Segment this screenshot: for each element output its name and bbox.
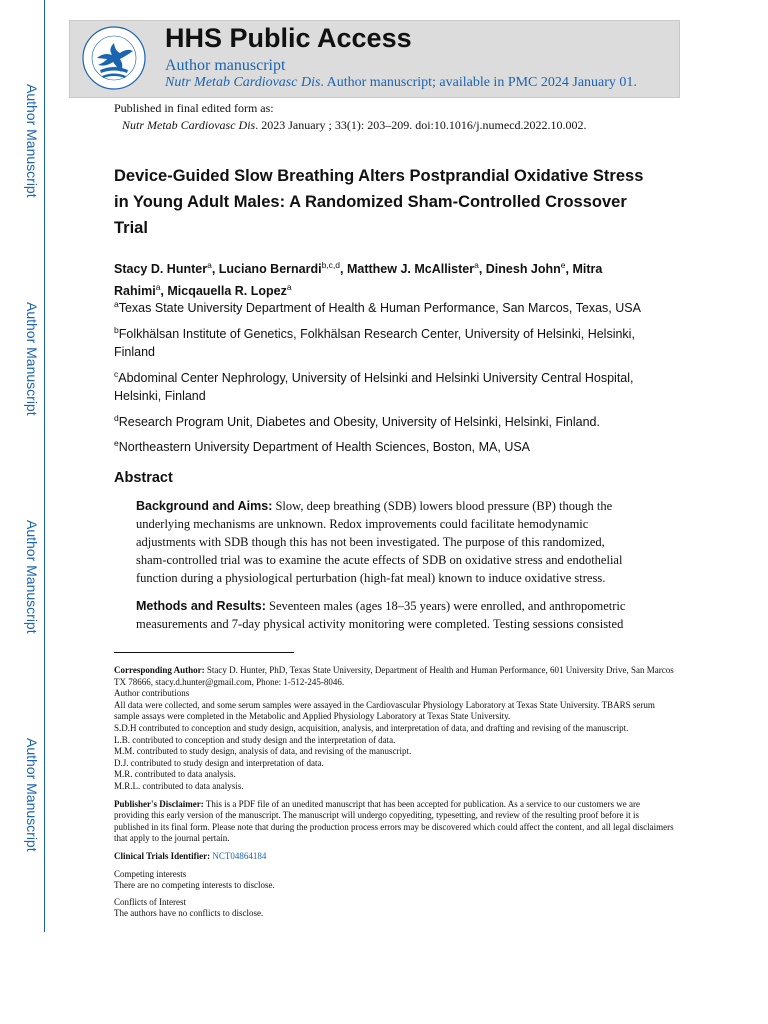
background-aims-text: Slow, deep breathing (SDB) lowers blood pressure (BP) though the underlying mechanisms are unknown. Redox improvements could facilitate hemodynamic adjustments with SDB though this has not been investigated. The purpose of this randomized, sham-controlled trial was to examine the acute effects of SDB on oxidative stress and endothelial function during a physiological perturbation (high-fat meal) known to induce oxidative stress.: [136, 499, 623, 585]
author-name: Mitra Rahimi: [114, 262, 603, 299]
corresponding-author-label: Corresponding Author:: [114, 665, 205, 675]
footnotes: [114, 665, 674, 920]
availability-text: . Author manuscript; available in PMC 2024 January 01.: [320, 75, 637, 90]
affiliation-text: Folkhälsan Institute of Genetics, Folkhälsan Research Center, University of Helsinki, Helsinki, Finland: [114, 327, 635, 360]
contribution-item: M.R. contributed to data analysis.: [114, 769, 236, 780]
author-name: Stacy D. Hunter: [114, 262, 208, 277]
author-separator: ,: [211, 262, 219, 277]
methods-results-text: Seventeen males (ages 18–35 years) were enrolled, and anthropometric measurements and 7-day physical activity monitoring were completed. Testing sessions consisted: [136, 599, 626, 631]
side-label-author-manuscript: Author Manuscript: [24, 84, 40, 198]
affiliation-marker: a: [114, 299, 119, 309]
contribution-item: D.J. contributed to study design and interpretation of data.: [114, 757, 324, 768]
author-separator: ,: [565, 262, 573, 277]
author-name: Micqauella R. Lopez: [167, 284, 287, 299]
affiliation-text: Research Program Unit, Diabetes and Obesity, University of Helsinki, Helsinki, Finland.: [118, 415, 600, 430]
affiliation: [114, 295, 674, 317]
author-name: Luciano Bernardi: [218, 262, 322, 277]
author-affiliation-marker: a: [155, 282, 161, 293]
corresponding-author-text: Stacy D. Hunter, PhD, Texas State University, Department of Health and Human Performance, 601 University Drive, San Marcos TX 78666, stacy.d.hunter@gmail.com, Phone: 1-512-245-8046.: [114, 665, 674, 687]
author-affiliation-marker: b,c,d: [321, 260, 341, 270]
side-label-author-manuscript: Author Manuscript: [24, 738, 40, 852]
publisher-disclaimer: [114, 799, 674, 845]
competing-interests-heading: Competing interests: [114, 868, 187, 879]
published-journal-abbrev: Nutr Metab Cardiovasc Dis: [122, 118, 256, 132]
contribution-item: M.R.L. contributed to data analysis.: [114, 780, 244, 791]
publisher-disclaimer-text: This is a PDF file of an unedited manuscript that has been accepted for publication. As a service to our customers we are providing this early version of the manuscript. The manuscript will undergo copyediting, typesetting, and review of the resulting proof before it is published in its final form. Please note that during the production process errors may be discovered which could affect the content, and all legal disclaimers that apply to the journal pertain.: [114, 798, 674, 844]
author-contributions-heading: Author contributions: [114, 688, 190, 699]
abstract-heading: Abstract: [114, 470, 173, 486]
affiliation-marker: d: [114, 413, 119, 423]
author-list: [114, 256, 654, 300]
hhs-public-access-title: HHS Public Access: [165, 23, 412, 53]
affiliation-text: Northeastern University Department of Health Sciences, Boston, MA, USA: [118, 440, 531, 455]
affiliation-marker: b: [114, 325, 119, 335]
journal-availability-line: [165, 75, 637, 91]
published-citation-text: . 2023 January ; 33(1): 203–209. doi:10.1016/j.numecd.2022.10.002.: [255, 118, 587, 132]
author-manuscript-subtitle: Author manuscript: [165, 57, 286, 74]
publisher-disclaimer-label: Publisher's Disclaimer:: [114, 798, 204, 809]
published-in-block: [114, 100, 587, 134]
affiliation: [114, 409, 674, 431]
affiliation: [114, 434, 674, 456]
abstract-background-paragraph: [136, 497, 626, 587]
footnote-divider: [114, 652, 294, 653]
conflicts-heading: Conflicts of Interest: [114, 896, 186, 907]
side-label-author-manuscript: Author Manuscript: [24, 520, 40, 634]
affiliation: [114, 321, 674, 361]
affiliation-marker: c: [114, 369, 119, 379]
corresponding-author-note: [114, 665, 674, 688]
side-label-author-manuscript: Author Manuscript: [24, 302, 40, 416]
background-aims-label: Background and Aims:: [136, 499, 273, 513]
author-separator: ,: [478, 262, 486, 277]
author-affiliation-marker: a: [474, 260, 479, 270]
clinical-trial-link[interactable]: NCT04864184: [212, 850, 267, 861]
hhs-eagle-seal-logo: [80, 24, 148, 92]
side-rule: [44, 0, 45, 932]
published-label: Published in final edited form as:: [114, 101, 274, 115]
affiliation-marker: e: [114, 438, 119, 448]
contribution-item: L.B. contributed to conception and study design and the interpretation of data.: [114, 734, 396, 745]
author-affiliation-marker: a: [207, 260, 212, 270]
abstract-methods-paragraph: [136, 597, 626, 633]
competing-interests-text: There are no competing interests to disclose.: [114, 880, 275, 891]
contribution-item: All data were collected, and some serum samples were assayed in the Cardiovascular Physiology Laboratory at Texas State University. TBARS serum sample assays were completed in the Metabolic and Applied Physiology Laboratory at Texas State University.: [114, 699, 655, 722]
author-name: Matthew J. McAllister: [346, 262, 475, 277]
clinical-trials-label: Clinical Trials Identifier:: [114, 850, 211, 861]
contribution-item: S.D.H contributed to conception and study design, acquisition, analysis, and interpretation of data, and drafting and revising of the manuscript.: [114, 722, 629, 733]
author-separator: ,: [160, 284, 168, 299]
affiliation-text: Abdominal Center Nephrology, University of Helsinki and Helsinki University Central Hospital, Helsinki, Finland: [114, 371, 634, 404]
author-separator: ,: [340, 262, 347, 277]
affiliation: [114, 365, 674, 405]
paper-title: Device-Guided Slow Breathing Alters Postprandial Oxidative Stress in Young Adult Males: A Randomized Sham-Controlled Crossover Trial: [114, 167, 644, 237]
clinical-trials-identifier: [114, 851, 674, 863]
published-citation: [114, 117, 587, 134]
author-affiliation-marker: a: [286, 282, 292, 293]
journal-abbrev: Nutr Metab Cardiovasc Dis: [165, 75, 321, 90]
contribution-item: M.M. contributed to study design, analysis of data, and revising of the manuscript.: [114, 746, 412, 757]
conflicts-text: The authors have no conflicts to disclose.: [114, 908, 264, 919]
author-name: Dinesh John: [485, 262, 561, 277]
methods-results-label: Methods and Results:: [136, 599, 266, 613]
author-affiliation-marker: e: [560, 260, 566, 270]
affiliation-text: Texas State University Department of Health & Human Performance, San Marcos, Texas, USA: [118, 301, 641, 316]
